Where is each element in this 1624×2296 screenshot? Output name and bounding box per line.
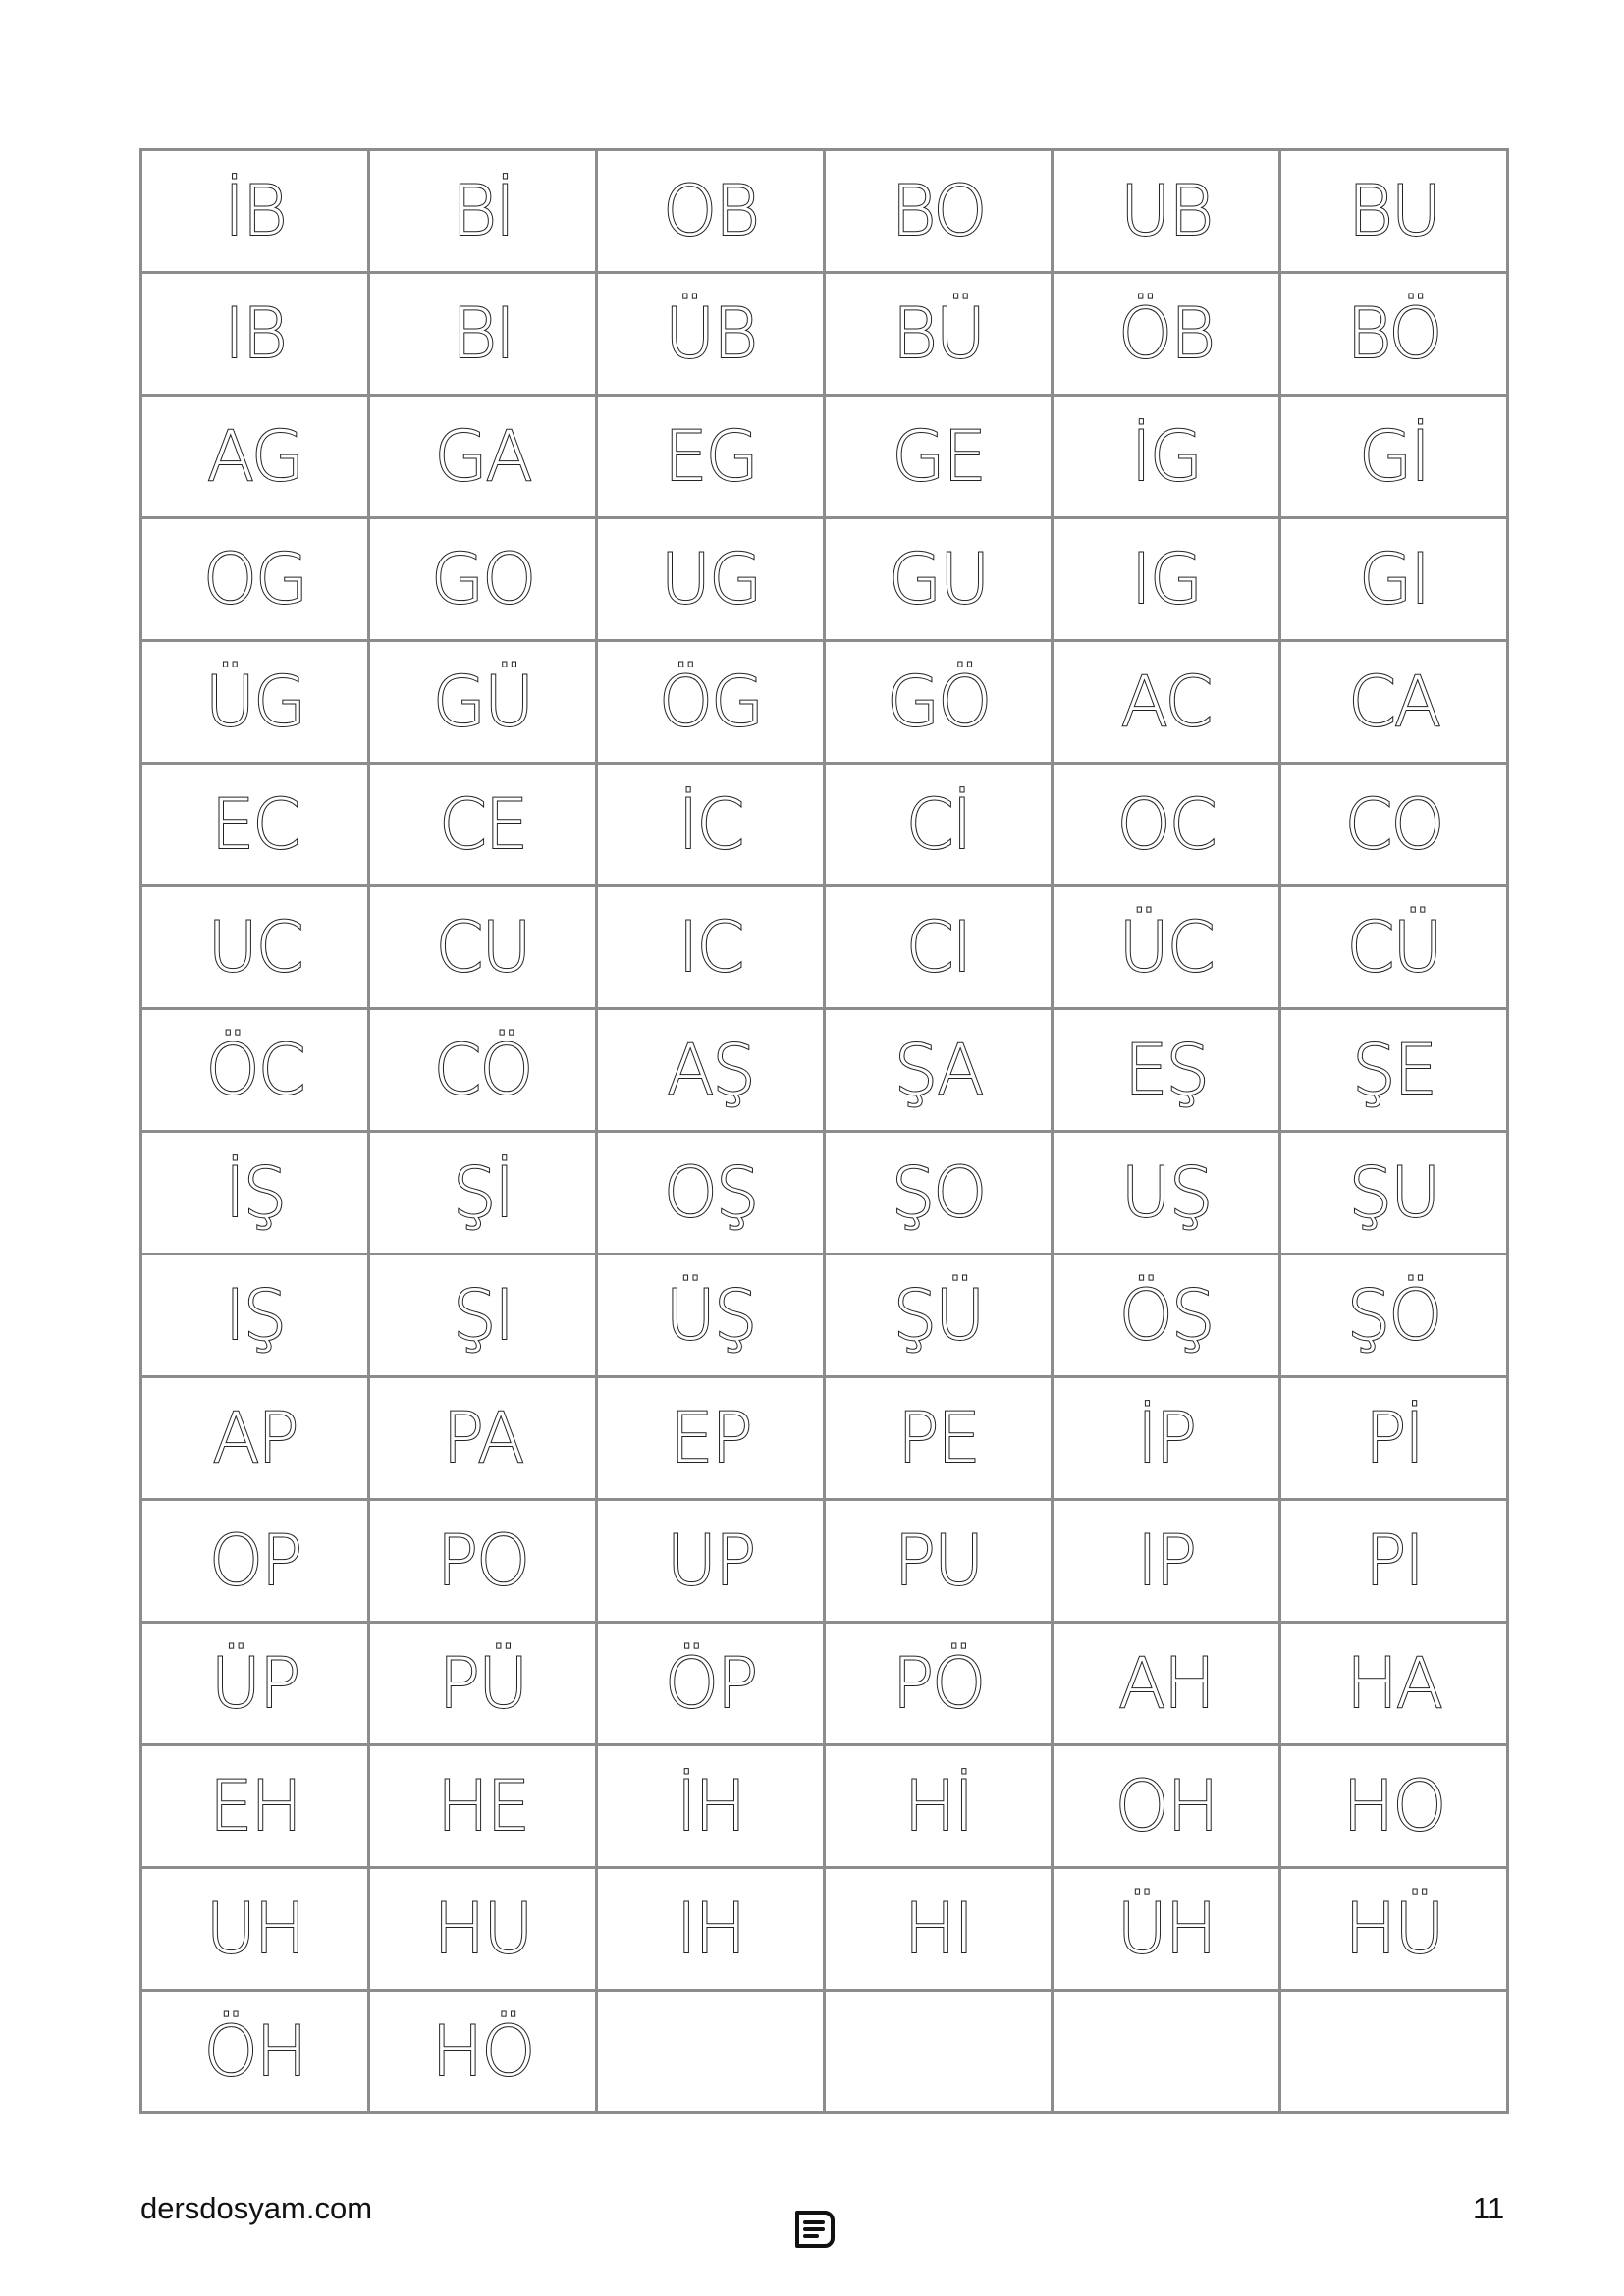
syllable-text: GA (434, 416, 531, 497)
grid-row (141, 1500, 1508, 1623)
grid-cell (1053, 1377, 1280, 1500)
grid-cell (369, 1868, 597, 1991)
grid-cell (825, 1868, 1053, 1991)
syllable-text: IC (677, 907, 743, 988)
grid-cell (825, 273, 1053, 396)
syllable-text: UC (207, 907, 302, 988)
grid-cell (1280, 641, 1508, 764)
syllable-text: AH (1118, 1643, 1214, 1724)
grid-cell (1280, 273, 1508, 396)
syllable-text: HO (1342, 1766, 1445, 1846)
syllable-text: EŞ (1124, 1030, 1208, 1110)
grid-row (141, 273, 1508, 396)
grid-cell (1053, 396, 1280, 518)
grid-cell (141, 886, 369, 1009)
grid-cell (1280, 1868, 1508, 1991)
grid-cell (1053, 1255, 1280, 1377)
grid-cell (597, 1623, 825, 1745)
syllable-text: IB (224, 294, 286, 374)
grid-cell (369, 1009, 597, 1132)
syllable-text: BO (891, 171, 986, 251)
grid-cell (1053, 886, 1280, 1009)
syllable-text: OŞ (663, 1152, 758, 1233)
syllable-text: HÖ (431, 2011, 534, 2092)
syllable-text: ÖG (658, 662, 763, 742)
syllable-text: EG (664, 416, 757, 497)
grid-cell (369, 1500, 597, 1623)
grid-cell (141, 150, 369, 273)
grid-cell (825, 886, 1053, 1009)
grid-cell (369, 1132, 597, 1255)
syllable-text: İG (1131, 416, 1201, 497)
syllable-text: ÖP (664, 1643, 757, 1724)
grid-cell (1053, 1745, 1280, 1868)
grid-cell (1280, 150, 1508, 273)
syllable-text: CE (438, 784, 527, 865)
grid-cell (369, 764, 597, 886)
syllable-text: Gİ (1359, 416, 1429, 497)
syllable-text: GO (430, 539, 535, 619)
grid-cell (141, 641, 369, 764)
syllable-text: PÖ (892, 1643, 985, 1724)
grid-cell (141, 518, 369, 641)
grid-cell (825, 764, 1053, 886)
grid-cell (369, 1623, 597, 1745)
syllable-text: İH (676, 1766, 745, 1846)
syllable-text: Şİ (452, 1152, 514, 1233)
grid-cell (1280, 1377, 1508, 1500)
syllable-text: GÜ (432, 662, 533, 742)
syllable-text: EC (210, 784, 299, 865)
grid-cell (369, 273, 597, 396)
grid-cell (141, 1868, 369, 1991)
syllable-text: PU (893, 1521, 983, 1601)
syllable-text: HE (437, 1766, 528, 1846)
syllable-text: GU (888, 539, 989, 619)
grid-cell (1280, 396, 1508, 518)
grid-cell (597, 1377, 825, 1500)
grid-cell (597, 1255, 825, 1377)
syllable-text: HI (903, 1889, 973, 1969)
syllable-text: OG (202, 539, 307, 619)
grid-cell (141, 1623, 369, 1745)
grid-row (141, 396, 1508, 518)
syllable-text: ÖC (205, 1030, 304, 1110)
grid-row (141, 1991, 1508, 2113)
grid-cell (825, 1377, 1053, 1500)
grid-cell (1280, 1500, 1508, 1623)
grid-cell (1280, 1132, 1508, 1255)
syllable-text: AG (207, 416, 302, 497)
grid-cell (369, 150, 597, 273)
grid-row (141, 1132, 1508, 1255)
grid-row (141, 641, 1508, 764)
grid-cell (369, 1745, 597, 1868)
grid-cell (825, 1991, 1053, 2113)
syllable-text: ŞU (1348, 1152, 1439, 1233)
syllable-text: ÖŞ (1118, 1275, 1214, 1356)
grid-cell (825, 1009, 1053, 1132)
syllable-text: IH (676, 1889, 745, 1969)
grid-cell (597, 764, 825, 886)
grid-cell (825, 396, 1053, 518)
syllable-text: İP (1137, 1398, 1195, 1478)
syllable-text: PA (442, 1398, 523, 1478)
grid-cell (1053, 1132, 1280, 1255)
syllable-text: CO (1344, 784, 1443, 865)
grid-row (141, 764, 1508, 886)
grid-row (141, 150, 1508, 273)
grid-cell (597, 1009, 825, 1132)
syllable-text: IG (1131, 539, 1201, 619)
syllable-text: AP (212, 1398, 298, 1478)
syllable-text: ÜB (664, 294, 757, 374)
grid-cell (1053, 150, 1280, 273)
syllable-text: CÜ (1346, 907, 1441, 988)
document-lines-icon (791, 2209, 837, 2250)
syllable-text: ÜH (1116, 1889, 1216, 1969)
grid-row (141, 886, 1508, 1009)
syllable-text: HÜ (1344, 1889, 1443, 1969)
syllable-text: İC (677, 784, 743, 865)
grid-cell (369, 1255, 597, 1377)
syllable-text: GÖ (886, 662, 991, 742)
grid-cell (597, 1868, 825, 1991)
grid-cell (825, 1255, 1053, 1377)
syllable-text: ŞÜ (893, 1275, 984, 1356)
grid-cell (369, 396, 597, 518)
grid-cell (1280, 1009, 1508, 1132)
syllable-text: BI (452, 294, 514, 374)
grid-cell (141, 1377, 369, 1500)
grid-cell (597, 150, 825, 273)
syllable-text: ÜŞ (665, 1275, 756, 1356)
grid-cell (597, 273, 825, 396)
syllable-text: CÖ (433, 1030, 532, 1110)
syllable-text: CI (905, 907, 971, 988)
syllable-text: OP (208, 1521, 301, 1601)
syllable-text: EP (670, 1398, 751, 1478)
grid-cell (141, 1255, 369, 1377)
grid-cell (597, 1991, 825, 2113)
syllable-text: İŞ (224, 1152, 286, 1233)
syllable-text: BU (1347, 171, 1440, 251)
syllable-text: Pİ (1365, 1398, 1423, 1478)
syllable-text: CA (1348, 662, 1439, 742)
syllable-text: GE (892, 416, 985, 497)
syllable-text: ÜC (1118, 907, 1214, 988)
syllable-text: HU (433, 1889, 532, 1969)
grid-cell (369, 1991, 597, 2113)
grid-cell (825, 150, 1053, 273)
syllable-text: BÜ (892, 294, 985, 374)
syllable-text: ŞE (1352, 1030, 1435, 1110)
grid-cell (1280, 1745, 1508, 1868)
grid-cell (141, 396, 369, 518)
syllable-text: PO (436, 1521, 529, 1601)
syllable-text: IP (1137, 1521, 1195, 1601)
grid-cell (1053, 1500, 1280, 1623)
grid-cell (141, 273, 369, 396)
grid-cell (1053, 1009, 1280, 1132)
syllable-text: ÖB (1118, 294, 1214, 374)
grid-cell (1280, 1623, 1508, 1745)
syllable-text: PE (897, 1398, 979, 1478)
syllable-text: Hİ (903, 1766, 973, 1846)
syllable-text: ŞA (893, 1030, 983, 1110)
syllable-text: OC (1116, 784, 1216, 865)
syllable-text: ÖH (203, 2011, 306, 2092)
grid-cell (825, 1500, 1053, 1623)
grid-cell (1280, 1991, 1508, 2113)
grid-row (141, 1377, 1508, 1500)
grid-cell (141, 1009, 369, 1132)
grid-cell (1280, 886, 1508, 1009)
syllable-text: OB (663, 171, 758, 251)
grid-cell (1053, 1623, 1280, 1745)
grid-cell (1280, 764, 1508, 886)
syllable-text: UP (666, 1521, 755, 1601)
syllable-text: GI (1359, 539, 1429, 619)
grid-cell (141, 1991, 369, 2113)
grid-cell (369, 886, 597, 1009)
syllable-tracing-grid (139, 148, 1509, 2114)
grid-cell (369, 518, 597, 641)
syllable-text: AŞ (667, 1030, 754, 1110)
syllable-text: IŞ (224, 1275, 286, 1356)
grid-cell (597, 518, 825, 641)
syllable-text: UH (205, 1889, 304, 1969)
syllable-text: ŞÖ (1346, 1275, 1441, 1356)
grid-row (141, 1009, 1508, 1132)
grid-cell (141, 1745, 369, 1868)
syllable-text: ÜG (204, 662, 305, 742)
syllable-text: PI (1365, 1521, 1423, 1601)
syllable-text: EH (209, 1766, 300, 1846)
grid-cell (597, 1132, 825, 1255)
grid-cell (1053, 1991, 1280, 2113)
grid-cell (825, 518, 1053, 641)
syllable-text: UG (660, 539, 761, 619)
grid-cell (141, 764, 369, 886)
grid-cell (597, 1745, 825, 1868)
syllable-text: UB (1119, 171, 1213, 251)
grid-cell (369, 641, 597, 764)
syllable-text: Cİ (905, 784, 971, 865)
grid-row (141, 1255, 1508, 1377)
grid-cell (825, 1745, 1053, 1868)
grid-cell (825, 641, 1053, 764)
grid-cell (597, 1500, 825, 1623)
grid-row (141, 1868, 1508, 1991)
syllable-text: Bİ (452, 171, 514, 251)
syllable-text: ŞO (891, 1152, 986, 1233)
grid-cell (1053, 641, 1280, 764)
syllable-text: PÜ (438, 1643, 527, 1724)
syllable-text: UŞ (1120, 1152, 1212, 1233)
syllable-text: OH (1114, 1766, 1218, 1846)
grid-cell (825, 1623, 1053, 1745)
grid-cell (1280, 518, 1508, 641)
grid-cell (1280, 1255, 1508, 1377)
page-number: 11 (1473, 2191, 1505, 2225)
syllable-text: BÖ (1346, 294, 1441, 374)
grid-cell (597, 396, 825, 518)
syllable-text: CU (435, 907, 530, 988)
grid-row (141, 1745, 1508, 1868)
grid-cell (1053, 764, 1280, 886)
grid-row (141, 518, 1508, 641)
footer-site-name: dersdosyam.com (140, 2191, 373, 2225)
grid-cell (141, 1132, 369, 1255)
grid-cell (597, 641, 825, 764)
grid-cell (369, 1377, 597, 1500)
grid-cell (1053, 518, 1280, 641)
grid-cell (825, 1132, 1053, 1255)
syllable-text: ÜP (210, 1643, 299, 1724)
syllable-text: HA (1346, 1643, 1441, 1724)
syllable-text: İB (224, 171, 286, 251)
grid-cell (1053, 273, 1280, 396)
grid-cell (1053, 1868, 1280, 1991)
grid-row (141, 1623, 1508, 1745)
grid-cell (141, 1500, 369, 1623)
grid-cell (597, 886, 825, 1009)
syllable-text: ŞI (452, 1275, 514, 1356)
syllable-text: AC (1120, 662, 1212, 742)
